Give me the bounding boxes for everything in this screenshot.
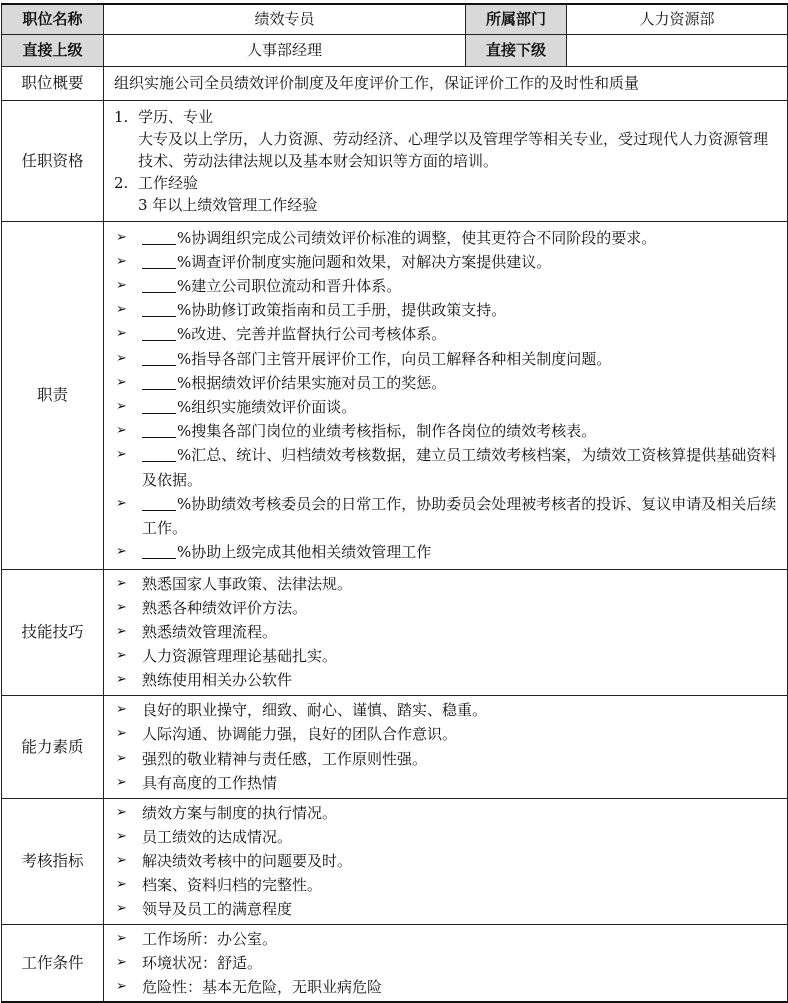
- list-item: [114, 371, 777, 395]
- bullet-arrow-icon: ➢: [116, 672, 127, 688]
- percentage-blank: [142, 399, 176, 414]
- list-item: [114, 540, 777, 564]
- percentage-blank: [142, 423, 176, 438]
- bullet-arrow-icon: ➢: [116, 399, 127, 414]
- qualification-item: [114, 172, 777, 216]
- bullet-arrow-icon: ➢: [116, 877, 127, 893]
- percentage-blank: [142, 375, 176, 390]
- bullet-arrow-icon: ➢: [116, 930, 127, 946]
- bullet-arrow-icon: ➢: [116, 623, 127, 639]
- bullet-arrow-icon: ➢: [116, 828, 127, 844]
- subordinate-value: [567, 34, 788, 66]
- kpis-label: 考核指标: [2, 798, 104, 924]
- qualification-num: 1.: [114, 107, 129, 126]
- percentage-blank: [142, 254, 176, 269]
- superior-label: 直接上级: [2, 34, 104, 66]
- list-item: [114, 322, 777, 346]
- bullet-arrow-icon: ➢: [116, 326, 127, 342]
- percentage-blank: [142, 447, 176, 462]
- list-item-text: %调查评价制度实施问题和效果，对解决方案提供建议。: [177, 252, 552, 271]
- percentage-blank: [142, 351, 176, 366]
- bullet-arrow-icon: ➢: [116, 852, 127, 868]
- list-item-text: 危险性：基本无危险，无职业病危险: [142, 977, 383, 996]
- list-item-text: %指导各部门主管开展评价工作，向员工解释各种相关制度问题。: [177, 349, 612, 368]
- list-item: [114, 975, 777, 999]
- bullet-arrow-icon: ➢: [116, 229, 127, 245]
- qualification-title: 工作经验: [138, 173, 199, 192]
- list-item: [114, 395, 777, 419]
- bullet-arrow-icon: ➢: [116, 750, 127, 766]
- qualifications-row: [2, 100, 788, 221]
- list-item-text: %改进、完善并监督执行公司考核体系。: [177, 325, 447, 344]
- list-item-text: 人力资源管理理论基础扎实。: [142, 647, 338, 666]
- list-item: [114, 419, 777, 443]
- bullet-arrow-icon: ➢: [116, 374, 127, 390]
- bullet-arrow-icon: ➢: [116, 423, 127, 439]
- list-item-text: %建立公司职位流动和晋升体系。: [177, 276, 402, 295]
- list-item: [114, 698, 777, 722]
- bullet-arrow-icon: ➢: [116, 447, 127, 463]
- overview-row: [2, 66, 788, 100]
- percentage-blank: [142, 230, 176, 245]
- list-item-text: 人际沟通、协调能力强，良好的团队合作意识。: [142, 725, 458, 744]
- list-item: [114, 347, 777, 371]
- percentage-blank: [142, 302, 176, 317]
- header-row-1: [2, 4, 788, 34]
- list-item-text: 熟悉国家人事政策、法律法规。: [142, 574, 353, 593]
- list-item-text: 具有高度的工作热情: [142, 773, 278, 792]
- list-item-text: %协助修订政策指南和员工手册，提供政策支持。: [177, 301, 507, 320]
- kpis-list: [114, 801, 777, 922]
- list-item: [114, 722, 777, 746]
- list-item-text: 强烈的敬业精神与责任感，工作原则性强。: [142, 749, 428, 768]
- kpis-row: [2, 798, 788, 924]
- list-item-text: %组织实施绩效评价面谈。: [177, 398, 357, 416]
- bullet-arrow-icon: ➢: [116, 277, 127, 293]
- bullet-arrow-icon: ➢: [116, 978, 127, 994]
- list-item: [114, 250, 777, 274]
- bullet-arrow-icon: ➢: [116, 774, 127, 790]
- superior-value: 人事部经理: [104, 34, 466, 66]
- bullet-arrow-icon: ➢: [116, 954, 127, 970]
- list-item-text: 良好的职业操守，细致、耐心、谨慎、踏实、稳重。: [142, 701, 488, 720]
- overview-text: 组织实施公司全员绩效评价制度及年度评价工作，保证评价工作的及时性和质量: [104, 66, 788, 100]
- conditions-row: [2, 924, 788, 1002]
- list-item-text: %根据绩效评价结果实施对员工的奖惩。: [177, 373, 447, 392]
- skills-list: [114, 572, 777, 693]
- job-title-label: 职位名称: [2, 4, 104, 34]
- qualifications-content: [104, 100, 788, 221]
- list-item-text: %汇总、统计、归档绩效考核数据，建立员工绩效考核档案，为绩效工资核算提供基础资料及依据。: [142, 446, 777, 489]
- duties-list: [114, 226, 777, 565]
- list-item-text: 领导及员工的满意程度: [142, 900, 293, 919]
- overview-label: 职位概要: [2, 66, 104, 100]
- bullet-arrow-icon: ➢: [116, 599, 127, 615]
- list-item-text: 解决绩效考核中的问题要及时。: [142, 851, 353, 870]
- list-item: [114, 668, 777, 692]
- duties-label: 职责: [2, 221, 104, 569]
- conditions-content: [104, 924, 788, 1002]
- bullet-arrow-icon: ➢: [116, 253, 127, 269]
- qualification-title: 学历、专业: [138, 107, 214, 126]
- skills-row: [2, 569, 788, 695]
- list-item: [114, 825, 777, 849]
- list-item-text: 环境状况：舒适。: [142, 953, 263, 972]
- list-item: [114, 801, 777, 825]
- percentage-blank: [142, 496, 176, 511]
- skills-content: [104, 569, 788, 695]
- bullet-arrow-icon: ➢: [116, 648, 127, 664]
- list-item: [114, 274, 777, 298]
- list-item: [114, 226, 777, 250]
- percentage-blank: [142, 326, 176, 341]
- competencies-list: [114, 698, 777, 795]
- qualification-detail: 3 年以上绩效管理工作经验: [138, 195, 318, 214]
- list-item: [114, 492, 777, 540]
- bullet-arrow-icon: ➢: [116, 575, 127, 591]
- list-item-text: 熟悉绩效管理流程。: [142, 622, 278, 641]
- list-item: [114, 747, 777, 771]
- list-item: [114, 298, 777, 322]
- qualification-num: 2.: [114, 173, 129, 192]
- list-item: [114, 596, 777, 620]
- skills-label: 技能技巧: [2, 569, 104, 695]
- bullet-arrow-icon: ➢: [116, 495, 127, 511]
- competencies-content: [104, 695, 788, 798]
- list-item-text: 绩效方案与制度的执行情况。: [142, 803, 338, 822]
- qualification-detail: 大专及以上学历，人力资源、劳动经济、心理学以及管理学等相关专业，受过现代人力资源管理技术、劳动法律法规以及基本财会知识等方面的培训。: [138, 129, 769, 170]
- list-item-text: %协助上级完成其他相关绩效管理工作: [177, 543, 432, 562]
- qualifications-label: 任职资格: [2, 100, 104, 221]
- competencies-row: [2, 695, 788, 798]
- bullet-arrow-icon: ➢: [116, 302, 127, 318]
- header-row-2: [2, 34, 788, 66]
- list-item: [114, 873, 777, 897]
- list-item-text: 熟练使用相关办公软件: [142, 671, 293, 690]
- list-item: [114, 849, 777, 873]
- percentage-blank: [142, 544, 176, 559]
- list-item: [114, 771, 777, 795]
- list-item: [114, 443, 777, 491]
- bullet-arrow-icon: ➢: [116, 804, 127, 820]
- kpis-content: [104, 798, 788, 924]
- list-item: [114, 897, 777, 921]
- bullet-arrow-icon: ➢: [116, 702, 127, 718]
- list-item: [114, 572, 777, 596]
- list-item-text: %协调组织完成公司绩效评价标准的调整，使其更符合不同阶段的要求。: [177, 228, 657, 247]
- duties-row: [2, 221, 788, 569]
- duties-content: [104, 221, 788, 569]
- bullet-arrow-icon: ➢: [116, 350, 127, 366]
- bullet-arrow-icon: ➢: [116, 726, 127, 742]
- percentage-blank: [142, 278, 176, 293]
- job-title-value: 绩效专员: [104, 4, 466, 34]
- list-item-text: %协助绩效考核委员会的日常工作，协助委员会处理被考核者的投诉、复议申请及相关后续工作。: [142, 494, 777, 538]
- bullet-arrow-icon: ➢: [116, 901, 127, 917]
- qualification-item: [114, 106, 777, 172]
- list-item: [114, 927, 777, 951]
- bullet-arrow-icon: ➢: [116, 544, 127, 560]
- department-value: 人力资源部: [567, 4, 788, 34]
- conditions-list: [114, 927, 777, 1000]
- conditions-label: 工作条件: [2, 924, 104, 1002]
- job-description-table: [1, 3, 788, 1003]
- competencies-label: 能力素质: [2, 695, 104, 798]
- list-item: [114, 951, 777, 975]
- department-label: 所属部门: [466, 4, 567, 34]
- list-item: [114, 644, 777, 668]
- list-item-text: 员工绩效的达成情况。: [142, 827, 293, 846]
- subordinate-label: 直接下级: [466, 34, 567, 66]
- list-item: [114, 620, 777, 644]
- list-item-text: 工作场所：办公室。: [142, 929, 278, 948]
- list-item-text: %搜集各部门岗位的业绩考核指标，制作各岗位的绩效考核表。: [177, 422, 597, 441]
- list-item-text: 熟悉各种绩效评价方法。: [142, 598, 308, 617]
- list-item-text: 档案、资料归档的完整性。: [142, 876, 323, 895]
